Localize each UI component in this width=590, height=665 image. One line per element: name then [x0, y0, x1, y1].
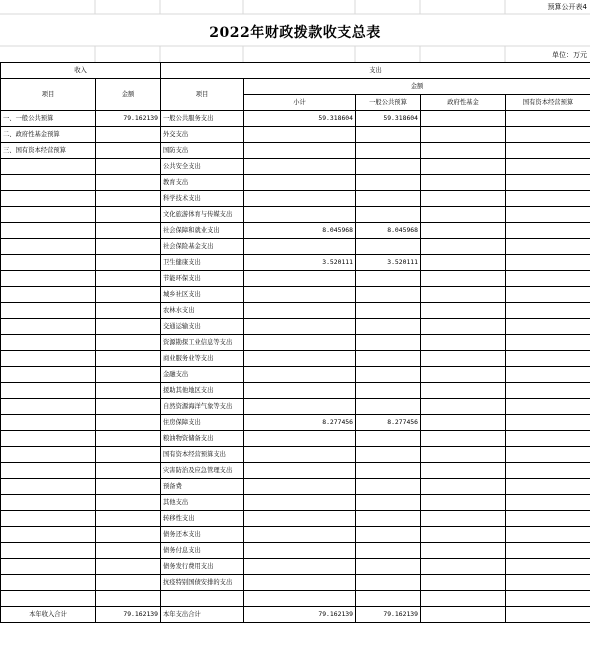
- expense-item-cell[interactable]: 节能环保支出: [161, 271, 244, 287]
- general-budget-cell[interactable]: [356, 303, 421, 319]
- income-item-cell[interactable]: [1, 207, 96, 223]
- subtotal-cell[interactable]: [244, 447, 356, 463]
- table-row: [1, 527, 590, 543]
- government-fund-cell[interactable]: [421, 127, 506, 143]
- income-amount-cell[interactable]: [96, 463, 161, 479]
- government-fund-cell[interactable]: [421, 239, 506, 255]
- table-row: [1, 271, 590, 287]
- income-amount-cell[interactable]: [96, 239, 161, 255]
- general-budget-cell[interactable]: 8.277456: [356, 415, 421, 431]
- income-amount-cell[interactable]: [96, 415, 161, 431]
- income-total-amount[interactable]: 79.162139: [96, 607, 161, 623]
- income-amount-cell[interactable]: [96, 399, 161, 415]
- income-item-cell[interactable]: [1, 415, 96, 431]
- income-amount-cell[interactable]: [96, 383, 161, 399]
- subtotal-cell[interactable]: [244, 479, 356, 495]
- state-capital-cell[interactable]: [506, 159, 590, 175]
- income-amount-cell[interactable]: [96, 159, 161, 175]
- subtotal-cell[interactable]: [244, 351, 356, 367]
- income-amount-cell[interactable]: [96, 575, 161, 591]
- table-row: [1, 543, 590, 559]
- general-budget-total[interactable]: 79.162139: [356, 607, 421, 623]
- expense-item-cell[interactable]: 文化旅游体育与传媒支出: [161, 207, 244, 223]
- government-fund-header: 政府性基金: [421, 95, 506, 111]
- table-row: [1, 351, 590, 367]
- state-capital-cell[interactable]: [506, 239, 590, 255]
- government-fund-cell[interactable]: [421, 223, 506, 239]
- general-budget-cell[interactable]: [356, 479, 421, 495]
- general-budget-cell[interactable]: [356, 159, 421, 175]
- subtotal-cell[interactable]: 59.318604: [244, 111, 356, 127]
- income-item-cell[interactable]: [1, 319, 96, 335]
- income-item-cell[interactable]: [1, 591, 96, 607]
- income-item-cell[interactable]: [1, 303, 96, 319]
- government-fund-cell[interactable]: [421, 271, 506, 287]
- state-capital-cell[interactable]: [506, 383, 590, 399]
- subtotal-cell[interactable]: [244, 527, 356, 543]
- general-budget-cell[interactable]: [356, 399, 421, 415]
- state-capital-cell[interactable]: [506, 479, 590, 495]
- expense-item-cell[interactable]: 一般公共服务支出: [161, 111, 244, 127]
- government-fund-cell[interactable]: [421, 415, 506, 431]
- table-row: [1, 575, 590, 591]
- subtotal-cell[interactable]: [244, 159, 356, 175]
- income-item-cell[interactable]: [1, 175, 96, 191]
- government-fund-cell[interactable]: [421, 447, 506, 463]
- expense-item-cell[interactable]: 金融支出: [161, 367, 244, 383]
- government-fund-cell[interactable]: [421, 175, 506, 191]
- general-budget-cell[interactable]: [356, 575, 421, 591]
- state-capital-cell[interactable]: [506, 271, 590, 287]
- expense-item-cell[interactable]: 灾害防治及应急管理支出: [161, 463, 244, 479]
- general-budget-cell[interactable]: 8.045968: [356, 223, 421, 239]
- government-fund-cell[interactable]: [421, 111, 506, 127]
- income-amount-cell[interactable]: [96, 143, 161, 159]
- state-capital-cell[interactable]: [506, 367, 590, 383]
- state-capital-header: 国有资本经营预算: [506, 95, 590, 111]
- table-row: [1, 319, 590, 335]
- state-capital-cell[interactable]: [506, 111, 590, 127]
- expense-amount-header: 金额: [244, 79, 590, 95]
- header-row-1: [1, 63, 590, 79]
- totals-row: [1, 607, 590, 623]
- table-row: [1, 143, 590, 159]
- income-amount-cell[interactable]: [96, 511, 161, 527]
- income-header: 收入: [1, 63, 161, 79]
- table-row: [1, 159, 590, 175]
- table-row: [1, 383, 590, 399]
- income-item-cell[interactable]: [1, 559, 96, 575]
- income-item-cell[interactable]: [1, 383, 96, 399]
- general-budget-cell[interactable]: [356, 191, 421, 207]
- subtotal-cell[interactable]: [244, 367, 356, 383]
- income-item-cell[interactable]: [1, 447, 96, 463]
- government-fund-cell[interactable]: [421, 287, 506, 303]
- general-budget-cell[interactable]: [356, 239, 421, 255]
- income-item-cell[interactable]: [1, 431, 96, 447]
- general-budget-cell[interactable]: [356, 559, 421, 575]
- expense-item-cell[interactable]: 社会保障和就业支出: [161, 223, 244, 239]
- income-amount-cell[interactable]: [96, 543, 161, 559]
- government-fund-cell[interactable]: [421, 319, 506, 335]
- general-budget-cell[interactable]: [356, 127, 421, 143]
- government-fund-total[interactable]: [421, 607, 506, 623]
- general-budget-cell[interactable]: [356, 591, 421, 607]
- subtotal-cell[interactable]: [244, 191, 356, 207]
- subtotal-header: 小计: [244, 95, 356, 111]
- general-budget-cell[interactable]: 3.520111: [356, 255, 421, 271]
- state-capital-cell[interactable]: [506, 287, 590, 303]
- income-item-cell[interactable]: [1, 335, 96, 351]
- general-budget-cell[interactable]: [356, 511, 421, 527]
- expense-item-cell[interactable]: 社会保险基金支出: [161, 239, 244, 255]
- government-fund-cell[interactable]: [421, 159, 506, 175]
- subtotal-cell[interactable]: 8.277456: [244, 415, 356, 431]
- government-fund-cell[interactable]: [421, 351, 506, 367]
- income-amount-cell[interactable]: [96, 479, 161, 495]
- table-row: [1, 335, 590, 351]
- income-amount-cell[interactable]: [96, 255, 161, 271]
- expense-item-cell[interactable]: 自然资源海洋气象等支出: [161, 399, 244, 415]
- general-budget-cell[interactable]: [356, 447, 421, 463]
- header-row-2: [1, 79, 590, 95]
- state-capital-cell[interactable]: [506, 143, 590, 159]
- government-fund-cell[interactable]: [421, 495, 506, 511]
- table-row: [1, 415, 590, 431]
- income-amount-cell[interactable]: [96, 191, 161, 207]
- table-row: [1, 559, 590, 575]
- state-capital-cell[interactable]: [506, 431, 590, 447]
- state-capital-cell[interactable]: [506, 463, 590, 479]
- income-amount-cell[interactable]: [96, 447, 161, 463]
- subtotal-cell[interactable]: 8.045968: [244, 223, 356, 239]
- government-fund-cell[interactable]: [421, 255, 506, 271]
- income-item-cell[interactable]: [1, 527, 96, 543]
- state-capital-cell[interactable]: [506, 319, 590, 335]
- expense-item-cell[interactable]: 交通运输支出: [161, 319, 244, 335]
- subtotal-cell[interactable]: [244, 239, 356, 255]
- expense-item-cell[interactable]: 债务付息支出: [161, 543, 244, 559]
- table-row: [1, 255, 590, 271]
- general-budget-cell[interactable]: [356, 367, 421, 383]
- expense-item-cell[interactable]: 科学技术支出: [161, 191, 244, 207]
- subtotal-cell[interactable]: [244, 335, 356, 351]
- expense-item-cell[interactable]: [161, 591, 244, 607]
- expense-item-cell[interactable]: 教育支出: [161, 175, 244, 191]
- income-item-cell[interactable]: [1, 287, 96, 303]
- income-item-cell[interactable]: [1, 463, 96, 479]
- state-capital-cell[interactable]: [506, 415, 590, 431]
- general-budget-cell[interactable]: [356, 143, 421, 159]
- state-capital-total[interactable]: [506, 607, 590, 623]
- income-item-cell[interactable]: [1, 479, 96, 495]
- table-number-label: 预算公开表4: [547, 3, 587, 11]
- table-row: [1, 239, 590, 255]
- subtotal-cell[interactable]: [244, 303, 356, 319]
- state-capital-cell[interactable]: [506, 207, 590, 223]
- state-capital-cell[interactable]: [506, 255, 590, 271]
- expense-item-cell[interactable]: 国防支出: [161, 143, 244, 159]
- table-row: [1, 479, 590, 495]
- table-row: [1, 111, 590, 127]
- income-item-header: 项目: [1, 79, 96, 111]
- subtotal-total[interactable]: 79.162139: [244, 607, 356, 623]
- table-row: [1, 303, 590, 319]
- general-budget-header: 一般公共预算: [356, 95, 421, 111]
- general-budget-cell[interactable]: [356, 271, 421, 287]
- income-item-cell[interactable]: [1, 351, 96, 367]
- general-budget-cell[interactable]: [356, 543, 421, 559]
- unit-label: 单位：万元: [552, 51, 587, 59]
- income-amount-cell[interactable]: [96, 351, 161, 367]
- subtotal-cell[interactable]: [244, 175, 356, 191]
- state-capital-cell[interactable]: [506, 543, 590, 559]
- income-amount-cell[interactable]: [96, 367, 161, 383]
- state-capital-cell[interactable]: [506, 175, 590, 191]
- subtotal-cell[interactable]: [244, 383, 356, 399]
- page-title: 2022年财政拨款收支总表: [209, 25, 381, 41]
- subtotal-cell[interactable]: [244, 319, 356, 335]
- income-amount-cell[interactable]: [96, 319, 161, 335]
- state-capital-cell[interactable]: [506, 495, 590, 511]
- general-budget-cell[interactable]: [356, 335, 421, 351]
- general-budget-cell[interactable]: 59.318604: [356, 111, 421, 127]
- state-capital-cell[interactable]: [506, 447, 590, 463]
- general-budget-cell[interactable]: [356, 527, 421, 543]
- expense-item-header: 项目: [161, 79, 244, 111]
- government-fund-cell[interactable]: [421, 575, 506, 591]
- expense-item-cell[interactable]: 预备费: [161, 479, 244, 495]
- general-budget-cell[interactable]: [356, 175, 421, 191]
- income-amount-cell[interactable]: [96, 127, 161, 143]
- state-capital-cell[interactable]: [506, 223, 590, 239]
- general-budget-cell[interactable]: [356, 431, 421, 447]
- expense-total-label[interactable]: 本年支出合计: [161, 607, 244, 623]
- income-item-cell[interactable]: [1, 367, 96, 383]
- subtotal-cell[interactable]: [244, 463, 356, 479]
- income-item-cell[interactable]: [1, 511, 96, 527]
- government-fund-cell[interactable]: [421, 511, 506, 527]
- subtotal-cell[interactable]: [244, 399, 356, 415]
- expense-item-cell[interactable]: 资源勘探工业信息等支出: [161, 335, 244, 351]
- government-fund-cell[interactable]: [421, 399, 506, 415]
- state-capital-cell[interactable]: [506, 127, 590, 143]
- table-row: [1, 287, 590, 303]
- income-item-cell[interactable]: [1, 239, 96, 255]
- government-fund-cell[interactable]: [421, 191, 506, 207]
- income-amount-cell[interactable]: [96, 223, 161, 239]
- government-fund-cell[interactable]: [421, 479, 506, 495]
- table-row: [1, 511, 590, 527]
- expense-item-cell[interactable]: 公共安全支出: [161, 159, 244, 175]
- government-fund-cell[interactable]: [421, 543, 506, 559]
- general-budget-cell[interactable]: [356, 351, 421, 367]
- subtotal-cell[interactable]: [244, 559, 356, 575]
- expense-item-cell[interactable]: 外交支出: [161, 127, 244, 143]
- subtotal-cell[interactable]: [244, 495, 356, 511]
- state-capital-cell[interactable]: [506, 511, 590, 527]
- government-fund-cell[interactable]: [421, 463, 506, 479]
- table-row: [1, 175, 590, 191]
- expense-item-cell[interactable]: 其他支出: [161, 495, 244, 511]
- income-item-cell[interactable]: [1, 399, 96, 415]
- table-row: [1, 591, 590, 607]
- table-row: [1, 191, 590, 207]
- state-capital-cell[interactable]: [506, 559, 590, 575]
- subtotal-cell[interactable]: [244, 591, 356, 607]
- income-item-cell[interactable]: 二、政府性基金预算: [1, 127, 96, 143]
- expense-item-cell[interactable]: 卫生健康支出: [161, 255, 244, 271]
- government-fund-cell[interactable]: [421, 303, 506, 319]
- income-amount-cell[interactable]: [96, 559, 161, 575]
- income-item-cell[interactable]: [1, 159, 96, 175]
- expense-item-cell[interactable]: 住房保障支出: [161, 415, 244, 431]
- expense-item-cell[interactable]: 国有资本经营预算支出: [161, 447, 244, 463]
- subtotal-cell[interactable]: [244, 543, 356, 559]
- general-budget-cell[interactable]: [356, 495, 421, 511]
- general-budget-cell[interactable]: [356, 207, 421, 223]
- income-item-cell[interactable]: 一、一般公共预算: [1, 111, 96, 127]
- income-item-cell[interactable]: 三、国有资本经营预算: [1, 143, 96, 159]
- income-amount-cell[interactable]: [96, 591, 161, 607]
- government-fund-cell[interactable]: [421, 431, 506, 447]
- budget-table: [0, 62, 590, 623]
- income-amount-cell[interactable]: 79.162139: [96, 111, 161, 127]
- income-item-cell[interactable]: [1, 543, 96, 559]
- general-budget-cell[interactable]: [356, 463, 421, 479]
- table-row: [1, 127, 590, 143]
- state-capital-cell[interactable]: [506, 575, 590, 591]
- government-fund-cell[interactable]: [421, 335, 506, 351]
- income-item-cell[interactable]: [1, 191, 96, 207]
- subtotal-cell[interactable]: [244, 431, 356, 447]
- income-amount-cell[interactable]: [96, 431, 161, 447]
- expense-item-cell[interactable]: 商业服务业等支出: [161, 351, 244, 367]
- income-amount-cell[interactable]: [96, 287, 161, 303]
- income-amount-cell[interactable]: [96, 495, 161, 511]
- general-budget-cell[interactable]: [356, 383, 421, 399]
- table-row: [1, 463, 590, 479]
- expense-item-cell[interactable]: 城乡社区支出: [161, 287, 244, 303]
- government-fund-cell[interactable]: [421, 207, 506, 223]
- expense-item-cell[interactable]: 转移性支出: [161, 511, 244, 527]
- expense-header: 支出: [161, 63, 590, 79]
- table-row: [1, 367, 590, 383]
- government-fund-cell[interactable]: [421, 143, 506, 159]
- income-amount-cell[interactable]: [96, 207, 161, 223]
- subtotal-cell[interactable]: [244, 143, 356, 159]
- state-capital-cell[interactable]: [506, 591, 590, 607]
- general-budget-cell[interactable]: [356, 319, 421, 335]
- table-row: [1, 495, 590, 511]
- subtotal-cell[interactable]: 3.520111: [244, 255, 356, 271]
- state-capital-cell[interactable]: [506, 351, 590, 367]
- subtotal-cell[interactable]: [244, 271, 356, 287]
- government-fund-cell[interactable]: [421, 527, 506, 543]
- income-amount-cell[interactable]: [96, 271, 161, 287]
- income-item-cell[interactable]: [1, 255, 96, 271]
- expense-item-cell[interactable]: 援助其他地区支出: [161, 383, 244, 399]
- government-fund-cell[interactable]: [421, 559, 506, 575]
- government-fund-cell[interactable]: [421, 591, 506, 607]
- income-amount-cell[interactable]: [96, 527, 161, 543]
- income-item-cell[interactable]: [1, 223, 96, 239]
- state-capital-cell[interactable]: [506, 335, 590, 351]
- state-capital-cell[interactable]: [506, 303, 590, 319]
- subtotal-cell[interactable]: [244, 207, 356, 223]
- income-total-label[interactable]: 本年收入合计: [1, 607, 96, 623]
- income-item-cell[interactable]: [1, 271, 96, 287]
- state-capital-cell[interactable]: [506, 527, 590, 543]
- expense-item-cell[interactable]: 抗疫特别国债安排的支出: [161, 575, 244, 591]
- table-row: [1, 447, 590, 463]
- government-fund-cell[interactable]: [421, 367, 506, 383]
- subtotal-cell[interactable]: [244, 127, 356, 143]
- table-row: [1, 431, 590, 447]
- income-amount-header: 金额: [96, 79, 161, 111]
- expense-item-cell[interactable]: 债务发行费用支出: [161, 559, 244, 575]
- general-budget-cell[interactable]: [356, 287, 421, 303]
- subtotal-cell[interactable]: [244, 511, 356, 527]
- government-fund-cell[interactable]: [421, 383, 506, 399]
- table-row: [1, 399, 590, 415]
- table-row: [1, 207, 590, 223]
- expense-item-cell[interactable]: 农林水支出: [161, 303, 244, 319]
- income-amount-cell[interactable]: [96, 303, 161, 319]
- income-item-cell[interactable]: [1, 575, 96, 591]
- subtotal-cell[interactable]: [244, 287, 356, 303]
- state-capital-cell[interactable]: [506, 399, 590, 415]
- state-capital-cell[interactable]: [506, 191, 590, 207]
- table-row: [1, 223, 590, 239]
- income-item-cell[interactable]: [1, 495, 96, 511]
- expense-item-cell[interactable]: 粮油物资储备支出: [161, 431, 244, 447]
- income-amount-cell[interactable]: [96, 335, 161, 351]
- expense-item-cell[interactable]: 债务还本支出: [161, 527, 244, 543]
- income-amount-cell[interactable]: [96, 175, 161, 191]
- subtotal-cell[interactable]: [244, 575, 356, 591]
